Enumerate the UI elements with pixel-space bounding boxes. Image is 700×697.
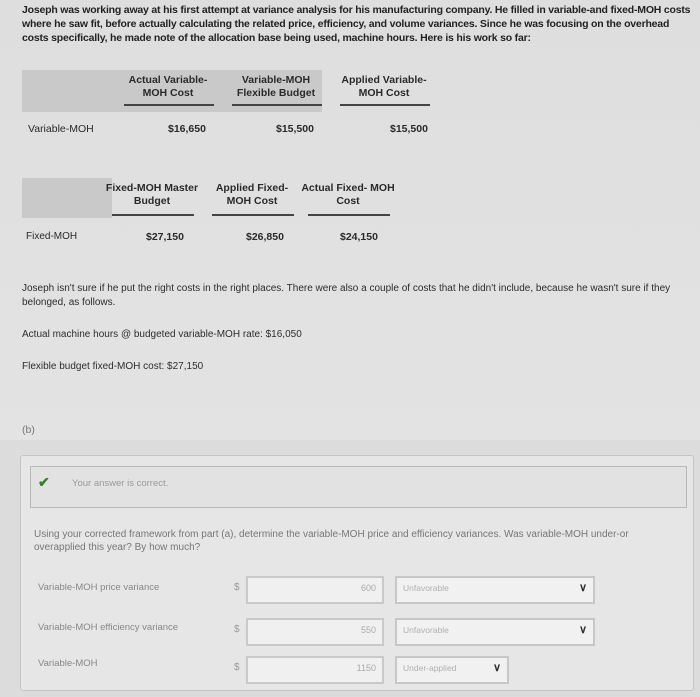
price-variance-input[interactable]: [246, 576, 384, 604]
note-text: Joseph isn't sure if he put the right costs in the right places. There were also a couple of costs that he didn't include, because he wasn't sure if they belonged, as follows.: [22, 283, 671, 308]
divider: [308, 214, 390, 216]
variable-col-header-3: Applied Variable- MOH Cost: [341, 74, 427, 99]
price-variance-value: 600: [360, 583, 376, 593]
variable-applied-cost: $15,500: [390, 123, 428, 135]
part-label: (b): [22, 424, 35, 436]
variable-actual-cost: $16,650: [168, 123, 206, 135]
variable-moh-select[interactable]: [395, 656, 509, 684]
fixed-row-label: Fixed-MOH: [26, 231, 78, 242]
variable-row-label: Variable-MOH: [28, 123, 94, 135]
efficiency-variance-select[interactable]: [395, 618, 595, 646]
price-variance-select[interactable]: [395, 576, 595, 604]
divider: [112, 214, 194, 216]
fixed-applied-cost: $26,850: [246, 231, 284, 243]
variable-moh-select-value: Under-applied: [403, 663, 457, 673]
efficiency-variance-value: 550: [360, 625, 376, 635]
chevron-down-icon: ∨: [578, 624, 587, 636]
variable-moh-input[interactable]: [246, 656, 384, 684]
fixed-master-budget: $27,150: [146, 231, 184, 243]
question-text: Using your corrected framework from part (a), determine the variable-MOH price and efficiency variances. Was variable-MOH under-or overapplied this year? By how much?: [34, 529, 629, 553]
variable-flexible-budget: $15,500: [276, 123, 314, 135]
fixed-header-band: [22, 178, 112, 218]
divider: [212, 214, 294, 216]
divider: [124, 104, 214, 106]
variable-moh-value: 1150: [356, 663, 376, 673]
intro-text: Joseph was working away at his first attempt at variance analysis for his manufacturing company. He filled in variable-and fixed-MOH costs where he saw fit, before actually calculating the related price, efficiency, and volume variances. Since he was focusing on the overhead costs specifically, he made note of the allocation base being used, machine hours. Here is his work so far:: [22, 4, 691, 44]
fixed-col-header-3: Actual Fixed- MOH Cost: [301, 182, 395, 207]
extra-cost-machine-hours: Actual machine hours @ budgeted variable-MOH rate: $16,050: [22, 329, 302, 340]
variable-col-header-2: Variable-MOH Flexible Budget: [236, 74, 316, 99]
divider: [340, 104, 430, 106]
currency-symbol: $: [234, 624, 240, 635]
fixed-col-header-2: Applied Fixed- MOH Cost: [215, 182, 289, 207]
currency-symbol: $: [234, 662, 240, 673]
price-variance-label: Variable-MOH price variance: [38, 582, 160, 593]
efficiency-variance-label: Variable-MOH efficiency variance: [38, 622, 179, 633]
variable-moh-label: Variable-MOH: [38, 658, 98, 669]
efficiency-variance-input[interactable]: [246, 618, 384, 646]
chevron-down-icon: ∨: [578, 582, 587, 594]
check-icon: ✔: [38, 474, 50, 490]
fixed-actual-cost: $24,150: [340, 231, 378, 243]
variable-col-header-1: Actual Variable- MOH Cost: [128, 74, 208, 99]
price-variance-select-value: Unfavorable: [403, 583, 449, 593]
feedback-text: Your answer is correct.: [72, 478, 169, 489]
extra-cost-flexible-fixed: Flexible budget fixed-MOH cost: $27,150: [22, 361, 204, 372]
chevron-down-icon: ∨: [492, 662, 501, 674]
efficiency-variance-select-value: Unfavorable: [403, 625, 449, 635]
currency-symbol: $: [234, 582, 240, 593]
divider: [232, 104, 322, 106]
fixed-col-header-1: Fixed-MOH Master Budget: [105, 182, 199, 207]
